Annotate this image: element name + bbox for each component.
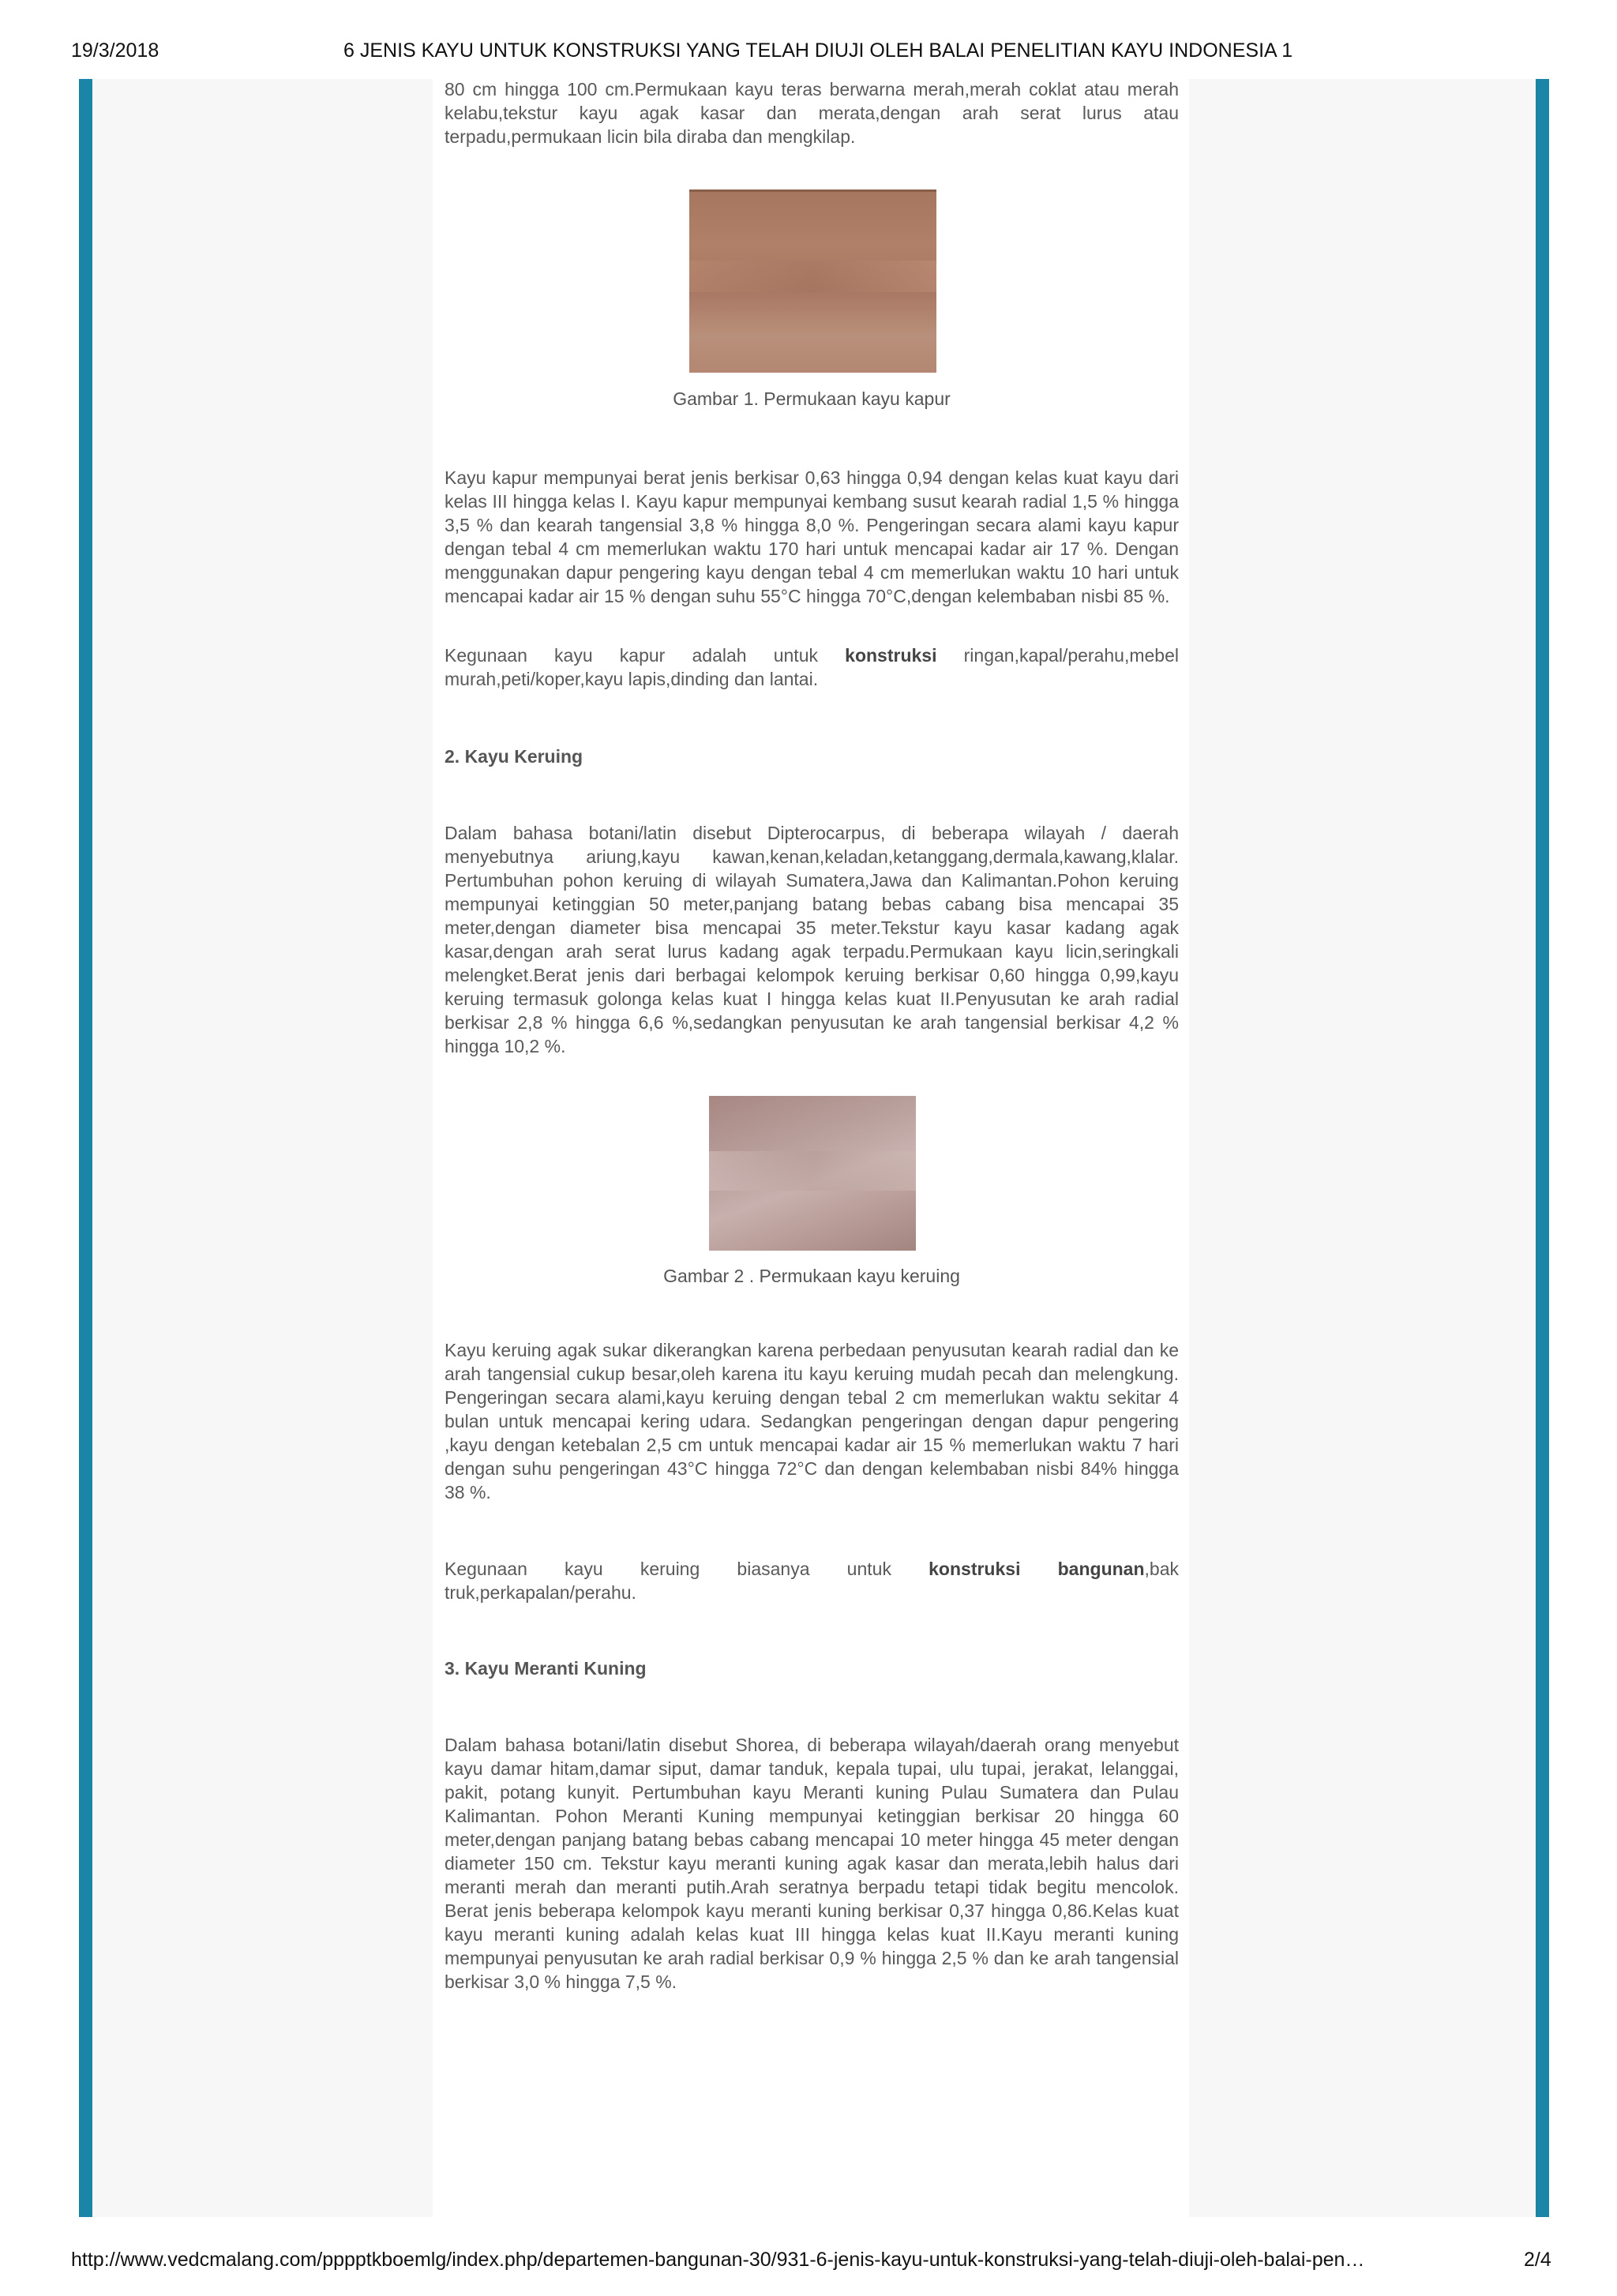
- figure2-caption: Gambar 2 . Permukaan kayu keruing: [663, 1266, 960, 1286]
- print-footer: [0, 2249, 1617, 2296]
- keruing-drying-paragraph: Kayu keruing agak sukar dikerangkan karena perbedaan penyusutan kearah radial dan ke arah tangensial cukup besar,oleh karena itu kayu keruing mudah pecah dan melengkung. Pengeringan secara alami,kayu keruing dengan tebal 2 cm memerlukan waktu sekitar 4 bulan untuk mencapai kering udara. Sedangkan pengeringan dengan dapur pengering ,kayu dengan ketebalan 2,5 cm untuk mencapai kadar air 15 % memerlukan waktu 7 hari dengan suhu pengeringan 43°C hingga 72°C dan dengan kelembaban nisbi 84% hingga 38 %.: [445, 1340, 1179, 1503]
- kapur-properties-block: [445, 466, 1179, 608]
- section3-heading-block: [445, 1658, 1179, 1679]
- print-page-title: 6 JENIS KAYU UNTUK KONSTRUKSI YANG TELAH DIUJI OLEH BALAI PENELITIAN KAYU INDONESIA 1: [343, 39, 1293, 62]
- keruing-usage-block: [445, 1557, 1179, 1604]
- figure1-caption: Gambar 1. Permukaan kayu kapur: [673, 388, 951, 409]
- kayu-keruing-photo: [709, 1096, 916, 1251]
- intro-paragraph: 80 cm hingga 100 cm.Permukaan kayu teras berwarna merah,merah coklat atau merah kelabu,tekstur kayu agak kasar dan merata,dengan arah serat lurus atau terpadu,permukaan licin bila diraba dan mengkilap.: [445, 79, 1179, 147]
- kapur-usage-bold: konstruksi: [845, 645, 937, 666]
- kapur-usage-text: Kegunaan kayu kapur adalah untuk: [445, 645, 846, 666]
- article-intro: [445, 77, 1179, 148]
- meranti-description-block: [445, 1733, 1179, 1994]
- print-header: [0, 0, 1617, 62]
- keruing-description-block: [445, 821, 1179, 1058]
- meranti-description-paragraph: Dalam bahasa botani/latin disebut Shorea, di beberapa wilayah/daerah orang menyebut kayu damar hitam,damar siput, damar tanduk, kepala tupai, ulu tupai, jerakat, lelanggai, pakit, potang kunyit. Pertumbuhan kayu Meranti kuning Pulau Sumatera dan Pulau Kalimantan. Pohon Meranti Kuning mempunyai ketinggian berkisar 20 hingga 60 meter,dengan panjang batang bebas cabang mencapai 10 meter hingga 45 meter dengan diameter 150 cm. Tekstur kayu meranti kuning agak kasar dan merata,lebih halus dari meranti merah dan meranti putih.Arah seratnya berpadu tetapi tidak begitu mencolok. Berat jenis beberapa kelompok kayu meranti kuning berkisar 0,37 hingga 0,86.Kelas kuat kayu meranti kuning adalah kelas kuat III hingga kelas kuat II.Kayu meranti kuning mempunyai penyusutan ke arah radial berkisar 0,9 % hingga 2,5 % dan ke arah tangensial berkisar 3,0 % hingga 7,5 %.: [445, 1735, 1179, 1992]
- keruing-description-paragraph: Dalam bahasa botani/latin disebut Dipterocarpus, di beberapa wilayah / daerah menyebutnya ariung,kayu kawan,kenan,keladan,ketanggang,dermala,kawang,klalar. Pertumbuhan pohon keruing di wilayah Sumatera,Jawa dan Kalimantan.Pohon keruing mempunyai ketinggian 50 meter,panjang batang bebas cabang bisa mencapai 35 meter,dengan diameter bisa mencapai 35 meter.Tekstur kayu kasar kadang agak kasar,dengan arah serat lurus kadang agak terpadu.Permukaan kayu licin,seringkali melengket.Berat jenis dari berbagai kelompok keruing berkisar 0,60 hingga 0,99,kayu keruing termasuk golonga kelas kuat I hingga kelas kuat II.Penyusutan ke arah radial berkisar 2,8 % hingga 6,6 %,sedangkan penyusutan ke arah tangensial berkisar 4,2 % hingga 10,2 %.: [445, 823, 1179, 1056]
- kayu-kapur-photo: [689, 189, 936, 373]
- kapur-usage-block: [445, 643, 1179, 691]
- section-heading-meranti-kuning: 3. Kayu Meranti Kuning: [445, 1658, 647, 1679]
- keruing-usage-bold: konstruksi bangunan: [929, 1559, 1145, 1579]
- page-number: 2/4: [1524, 2249, 1551, 2271]
- section-heading-keruing: 2. Kayu Keruing: [445, 746, 583, 767]
- page-url: http://www.vedcmalang.com/pppptkboemlg/index.php/departemen-bangunan-30/931-6-jenis-kayu-untuk-konstruksi-yang-telah-diuji-oleh-balai-pen…: [71, 2249, 1365, 2271]
- keruing-usage-text: Kegunaan kayu keruing biasanya untuk: [445, 1559, 929, 1579]
- keruing-drying-block: [445, 1338, 1179, 1504]
- print-date: 19/3/2018: [71, 39, 159, 62]
- keruing-usage-paragraph: [445, 1557, 1179, 1604]
- kapur-usage-text-end: ringan,kapal/perahu,mebel murah,peti/koper,kayu lapis,dinding dan lantai.: [445, 645, 1179, 689]
- kapur-usage-paragraph: [445, 643, 1179, 691]
- section2-heading-block: [445, 746, 1179, 767]
- keruing-usage-text-end: ,bak truk,perkapalan/perahu.: [445, 1559, 1179, 1603]
- right-border-bar: [1536, 79, 1549, 2217]
- left-border-bar: [79, 79, 92, 2217]
- kapur-properties-paragraph: Kayu kapur mempunyai berat jenis berkisar 0,63 hingga 0,94 dengan kelas kuat kayu dari kelas III hingga kelas I. Kayu kapur mempunyai kembang susut kearah radial 1,5 % hingga 3,5 % dan kearah tangensial 3,8 % hingga 8,0 %. Pengeringan secara alami kayu kapur dengan tebal 4 cm memerlukan waktu 170 hari untuk mencapai kadar air 17 %. Dengan menggunakan dapur pengering kayu dengan tebal 4 cm memerlukan waktu 10 hari untuk mencapai kadar air 15 % dengan suhu 55°C hingga 70°C,dengan kelembaban nisbi 85 %.: [445, 467, 1179, 606]
